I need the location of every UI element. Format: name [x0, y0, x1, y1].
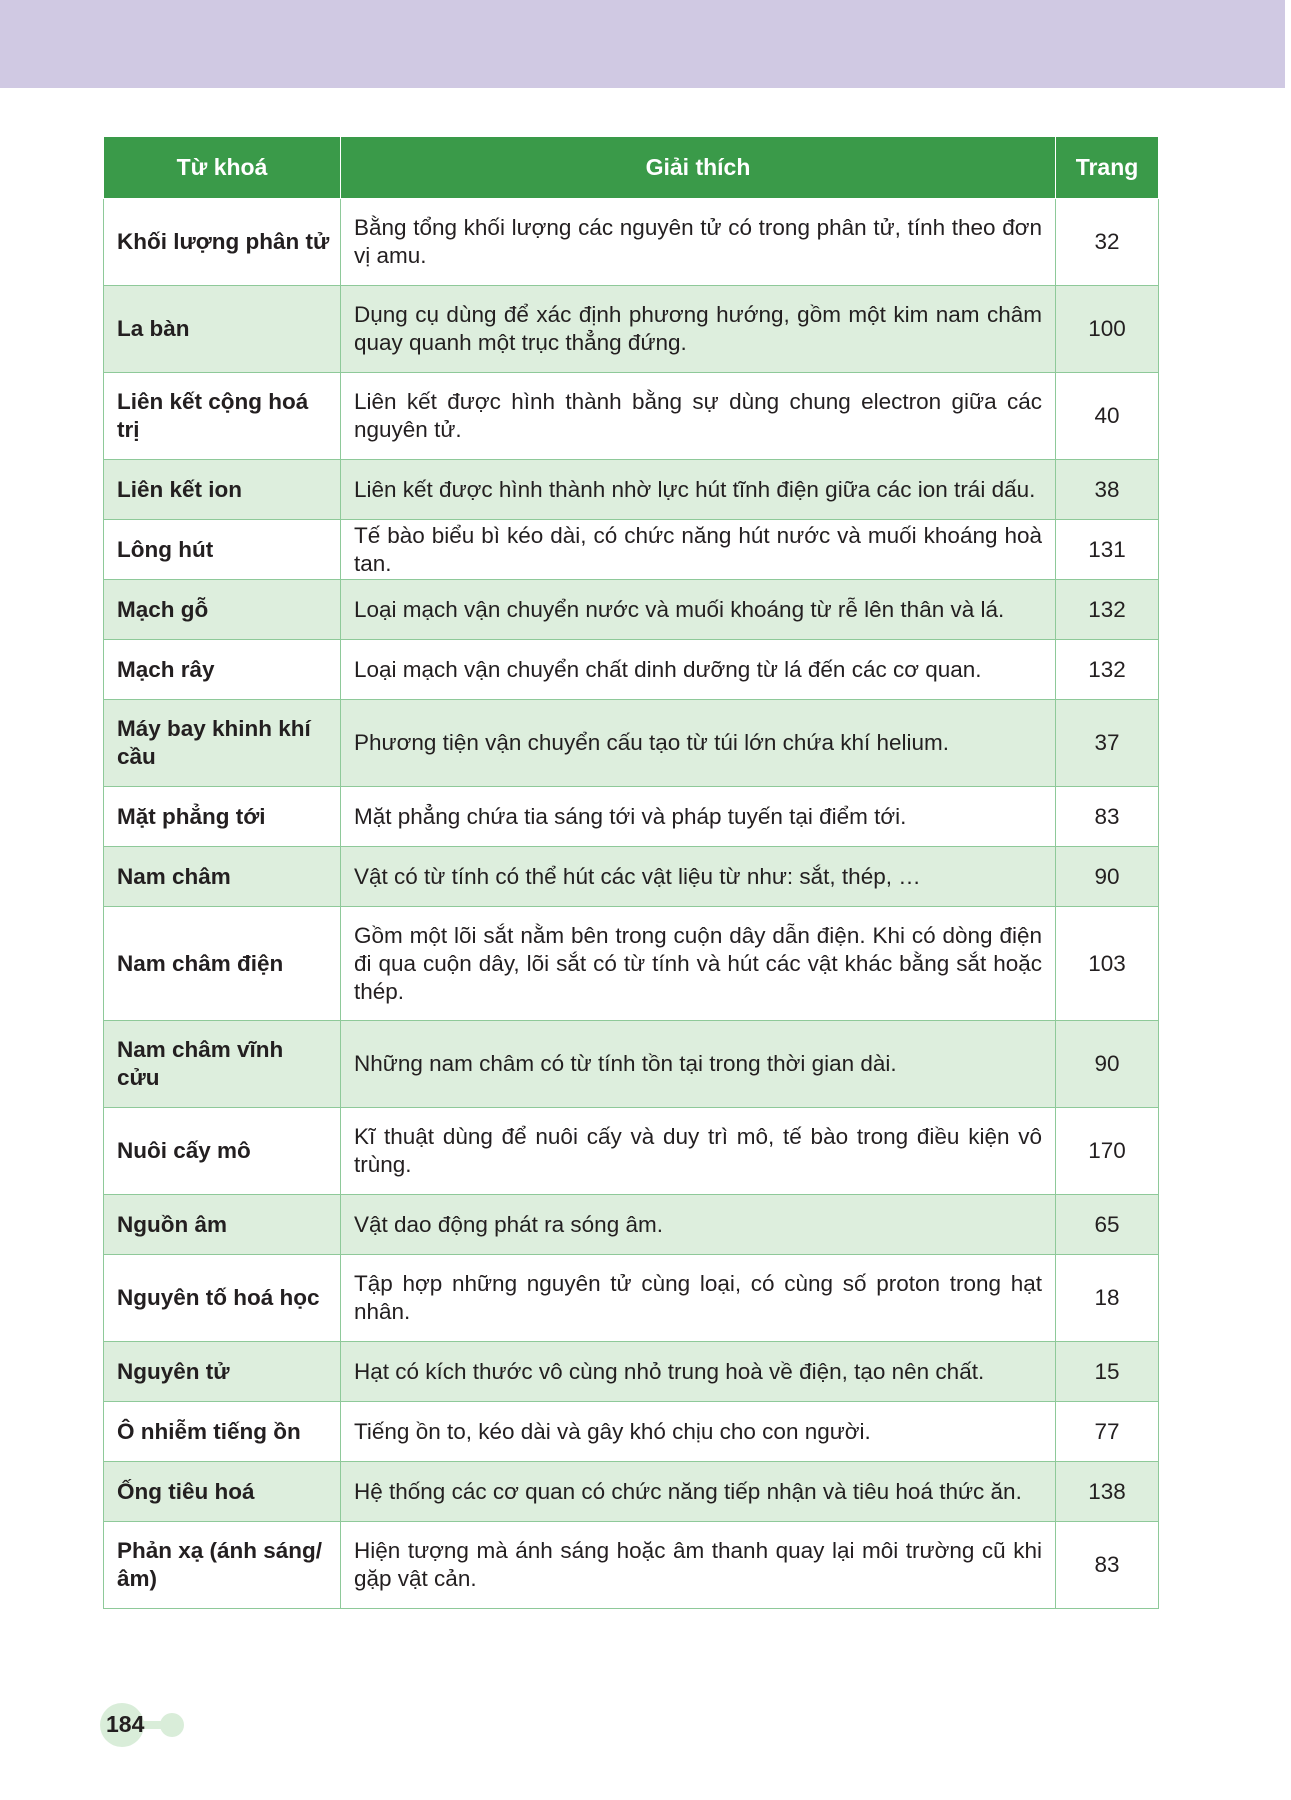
- description-cell: Phương tiện vận chuyển cấu tạo từ túi lớn chứa khí helium.: [341, 700, 1056, 787]
- table-row: [104, 1462, 1159, 1522]
- description-cell: Hệ thống các cơ quan có chức năng tiếp nhận và tiêu hoá thức ăn.: [341, 1462, 1056, 1522]
- term-cell: Nguồn âm: [104, 1195, 341, 1255]
- page-cell: 65: [1056, 1195, 1159, 1255]
- term-cell: Nam châm: [104, 847, 341, 907]
- page-number: 184: [106, 1711, 145, 1737]
- term-cell: Mạch rây: [104, 640, 341, 700]
- table-row: [104, 1108, 1159, 1195]
- page-number-badge: [100, 1703, 290, 1747]
- term-cell: Mạch gỗ: [104, 580, 341, 640]
- page-cell: 131: [1056, 520, 1159, 580]
- description-cell: Những nam châm có từ tính tồn tại trong thời gian dài.: [341, 1021, 1056, 1108]
- page-cell: 38: [1056, 460, 1159, 520]
- page-cell: 32: [1056, 199, 1159, 286]
- page-cell: 15: [1056, 1342, 1159, 1402]
- column-header-description: Giải thích: [341, 137, 1056, 199]
- table-header-row: [104, 137, 1159, 199]
- term-cell: Ống tiêu hoá: [104, 1462, 341, 1522]
- top-header-band: [0, 0, 1291, 88]
- column-header-page: Trang: [1056, 137, 1159, 199]
- table-row: [104, 1021, 1159, 1108]
- term-cell: Nguyên tử: [104, 1342, 341, 1402]
- description-cell: Liên kết được hình thành nhờ lực hút tĩnh điện giữa các ion trái dấu.: [341, 460, 1056, 520]
- table-row: [104, 1255, 1159, 1342]
- page-cell: 90: [1056, 847, 1159, 907]
- term-cell: Nam châm vĩnh cửu: [104, 1021, 341, 1108]
- page-cell: 77: [1056, 1402, 1159, 1462]
- description-cell: Gồm một lõi sắt nằm bên trong cuộn dây dẫn điện. Khi có dòng điện đi qua cuộn dây, lõi sắt có từ tính và hút các vật khác bằng sắt hoặc thép.: [341, 907, 1056, 1021]
- page-cell: 138: [1056, 1462, 1159, 1522]
- table-row: [104, 373, 1159, 460]
- glossary-table: [103, 136, 1159, 1609]
- page-cell: 103: [1056, 907, 1159, 1021]
- table-row: [104, 460, 1159, 520]
- description-cell: Loại mạch vận chuyển chất dinh dưỡng từ lá đến các cơ quan.: [341, 640, 1056, 700]
- page-cell: 132: [1056, 640, 1159, 700]
- page-cell: 90: [1056, 1021, 1159, 1108]
- description-cell: Vật có từ tính có thể hút các vật liệu từ như: sắt, thép, …: [341, 847, 1056, 907]
- table-row: [104, 640, 1159, 700]
- term-cell: Nam châm điện: [104, 907, 341, 1021]
- term-cell: Mặt phẳng tới: [104, 787, 341, 847]
- page-cell: 37: [1056, 700, 1159, 787]
- description-cell: Liên kết được hình thành bằng sự dùng chung electron giữa các nguyên tử.: [341, 373, 1056, 460]
- page-cell: 132: [1056, 580, 1159, 640]
- page-cell: 83: [1056, 1522, 1159, 1609]
- term-cell: La bàn: [104, 286, 341, 373]
- description-cell: Loại mạch vận chuyển nước và muối khoáng từ rễ lên thân và lá.: [341, 580, 1056, 640]
- table-row: [104, 1342, 1159, 1402]
- description-cell: Vật dao động phát ra sóng âm.: [341, 1195, 1056, 1255]
- term-cell: Ô nhiễm tiếng ồn: [104, 1402, 341, 1462]
- term-cell: Liên kết ion: [104, 460, 341, 520]
- description-cell: Mặt phẳng chứa tia sáng tới và pháp tuyến tại điểm tới.: [341, 787, 1056, 847]
- page-cell: 100: [1056, 286, 1159, 373]
- table-row: [104, 1195, 1159, 1255]
- table-row: [104, 1402, 1159, 1462]
- term-cell: Liên kết cộng hoá trị: [104, 373, 341, 460]
- table-row: [104, 580, 1159, 640]
- table-row: [104, 1522, 1159, 1609]
- description-cell: Kĩ thuật dùng để nuôi cấy và duy trì mô, tế bào trong điều kiện vô trùng.: [341, 1108, 1056, 1195]
- term-cell: Nguyên tố hoá học: [104, 1255, 341, 1342]
- description-cell: Bằng tổng khối lượng các nguyên tử có trong phân tử, tính theo đơn vị amu.: [341, 199, 1056, 286]
- column-header-term: Từ khoá: [104, 137, 341, 199]
- table-row: [104, 847, 1159, 907]
- page-cell: 40: [1056, 373, 1159, 460]
- description-cell: Tập hợp những nguyên tử cùng loại, có cùng số proton trong hạt nhân.: [341, 1255, 1056, 1342]
- term-cell: Máy bay khinh khí cầu: [104, 700, 341, 787]
- page-cell: 18: [1056, 1255, 1159, 1342]
- table-row: [104, 199, 1159, 286]
- term-cell: Nuôi cấy mô: [104, 1108, 341, 1195]
- description-cell: Tiếng ồn to, kéo dài và gây khó chịu cho con người.: [341, 1402, 1056, 1462]
- description-cell: Dụng cụ dùng để xác định phương hướng, gồm một kim nam châm quay quanh một trục thẳng đứng.: [341, 286, 1056, 373]
- table-row: [104, 286, 1159, 373]
- term-cell: Phản xạ (ánh sáng/ âm): [104, 1522, 341, 1609]
- page-edge: [1285, 0, 1291, 1800]
- table-row: [104, 907, 1159, 1021]
- term-cell: Khối lượng phân tử: [104, 199, 341, 286]
- page-cell: 83: [1056, 787, 1159, 847]
- description-cell: Hiện tượng mà ánh sáng hoặc âm thanh quay lại môi trường cũ khi gặp vật cản.: [341, 1522, 1056, 1609]
- table-row: [104, 520, 1159, 580]
- page-cell: 170: [1056, 1108, 1159, 1195]
- table-row: [104, 700, 1159, 787]
- term-cell: Lông hút: [104, 520, 341, 580]
- badge-dot: [160, 1713, 184, 1737]
- table-row: [104, 787, 1159, 847]
- description-cell: Hạt có kích thước vô cùng nhỏ trung hoà về điện, tạo nên chất.: [341, 1342, 1056, 1402]
- description-cell: Tế bào biểu bì kéo dài, có chức năng hút nước và muối khoáng hoà tan.: [341, 520, 1056, 580]
